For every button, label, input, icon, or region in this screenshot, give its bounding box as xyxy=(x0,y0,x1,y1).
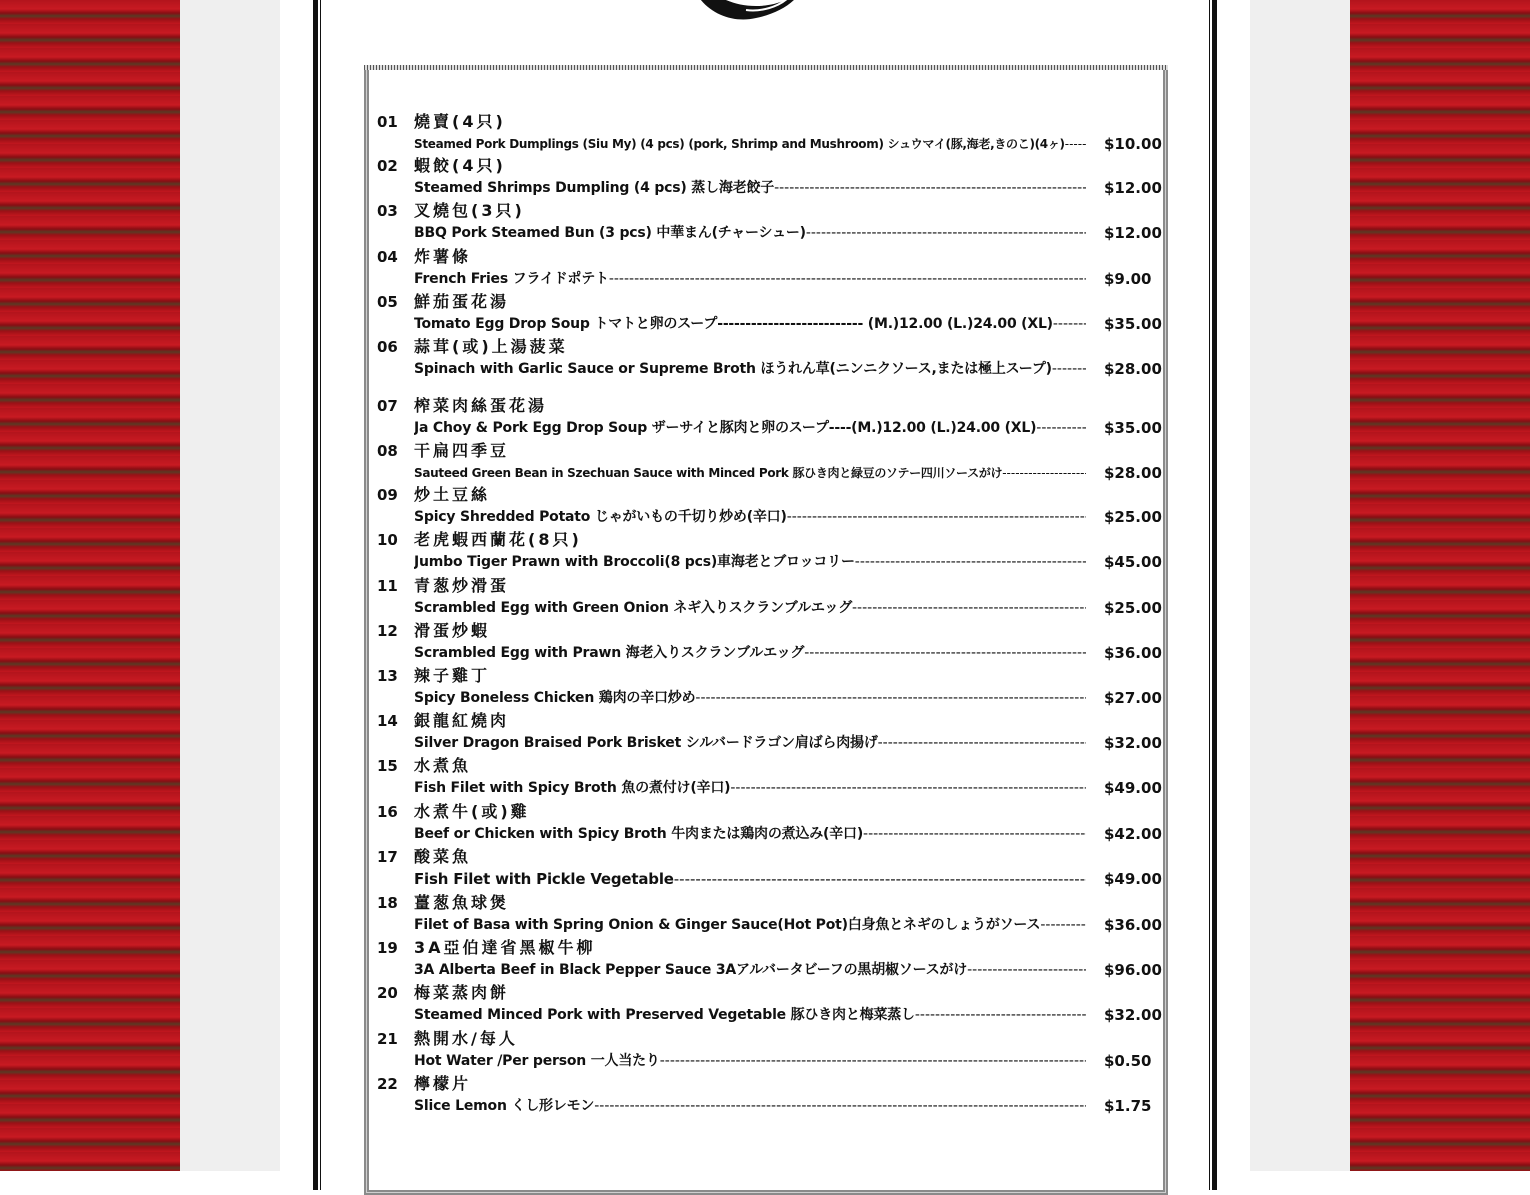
item-price: $1.75 xyxy=(1104,1097,1152,1115)
item-number: 18 xyxy=(377,894,398,912)
item-english-name: Fish Filet with Spicy Broth 魚の煮付け(辛口) ----- xyxy=(414,779,1086,797)
item-number: 21 xyxy=(377,1030,398,1048)
item-price: $10.00 xyxy=(1104,135,1162,153)
item-price: $42.00 xyxy=(1104,825,1162,843)
item-english-name: Filet of Basa with Spring Onion & Ginger Sauce(Hot Pot)白身魚とネギのしょうがソース ----- xyxy=(414,916,1086,934)
item-chinese-name: 水煮牛(或)雞 xyxy=(414,802,530,821)
item-chinese-name: 辣子雞丁 xyxy=(414,666,491,685)
menu-item xyxy=(0,576,1530,622)
item-chinese-name: 檸檬片 xyxy=(414,1074,472,1093)
item-price: $25.00 xyxy=(1104,508,1162,526)
item-chinese-name: 干扁四季豆 xyxy=(414,441,510,460)
item-number: 06 xyxy=(377,338,398,356)
item-number: 05 xyxy=(377,293,398,311)
item-english-name: Hot Water /Per person 一人当たり ----- xyxy=(414,1052,1086,1070)
item-price: $12.00 xyxy=(1104,224,1162,242)
item-price: $35.00 xyxy=(1104,315,1162,333)
item-number: 04 xyxy=(377,248,398,266)
item-number: 19 xyxy=(377,939,398,957)
item-price: $35.00 xyxy=(1104,419,1162,437)
item-number: 14 xyxy=(377,712,398,730)
item-chinese-name: 梅菜蒸肉餅 xyxy=(414,983,510,1002)
item-chinese-name: 燒賣(4只) xyxy=(414,112,506,131)
menu-item xyxy=(0,938,1530,984)
item-price: $49.00 xyxy=(1104,779,1162,797)
item-price: $25.00 xyxy=(1104,599,1162,617)
menu-item xyxy=(0,711,1530,757)
item-number: 15 xyxy=(377,757,398,775)
item-english-name: French Fries フライドポテト ----- xyxy=(414,270,1086,288)
item-price: $28.00 xyxy=(1104,360,1162,378)
item-chinese-name: 炸薯條 xyxy=(414,247,472,266)
item-chinese-name: 青葱炒滑蛋 xyxy=(414,576,510,595)
item-english-name: Silver Dragon Braised Pork Brisket シルバードラゴン肩ばら肉揚げ ----- xyxy=(414,734,1086,752)
item-english-name: Scrambled Egg with Green Onion ネギ入りスクランブルエッグ ----- xyxy=(414,599,1086,617)
item-chinese-name: 蒜茸(或)上湯菠菜 xyxy=(414,337,568,356)
menu-item xyxy=(0,441,1530,487)
menu-item xyxy=(0,621,1530,667)
menu-item xyxy=(0,396,1530,442)
menu-item xyxy=(0,156,1530,202)
menu-item xyxy=(0,756,1530,802)
menu-item xyxy=(0,485,1530,531)
item-english-name: Slice Lemon くし形レモン ----- xyxy=(414,1097,1086,1115)
item-number: 13 xyxy=(377,667,398,685)
menu-item xyxy=(0,530,1530,576)
item-price: $28.00 xyxy=(1104,464,1162,482)
item-price: $45.00 xyxy=(1104,553,1162,571)
item-number: 08 xyxy=(377,442,398,460)
item-chinese-name: 老虎蝦西蘭花(8只) xyxy=(414,530,582,549)
item-english-name: Spicy Boneless Chicken 鶏肉の辛口炒め ----- xyxy=(414,689,1086,707)
item-chinese-name: 滑蛋炒蝦 xyxy=(414,621,491,640)
item-price: $32.00 xyxy=(1104,1006,1162,1024)
item-chinese-name: 熱開水/每人 xyxy=(414,1029,518,1048)
item-number: 11 xyxy=(377,577,398,595)
item-english-name: Ja Choy & Pork Egg Drop Soup ザーサイと豚肉と卵のスープ----(M.)12.00 (L.)24.00 (XL) ----- xyxy=(414,419,1086,437)
menu-item xyxy=(0,893,1530,939)
item-english-name: Steamed Minced Pork with Preserved Vegetable 豚ひき肉と梅菜蒸し ----- xyxy=(414,1006,1086,1024)
item-price: $36.00 xyxy=(1104,644,1162,662)
item-english-name: Sauteed Green Bean in Szechuan Sauce with Minced Pork 豚ひき肉と緑豆のソテー四川ソースがけ ----- xyxy=(414,464,1086,482)
item-price: $49.00 xyxy=(1104,870,1162,888)
item-english-name: Spicy Shredded Potato じゃがいもの千切り炒め(辛口) ----- xyxy=(414,508,1086,526)
item-english-name: Steamed Shrimps Dumpling (4 pcs) 蒸し海老餃子 ----- xyxy=(414,179,1086,197)
item-english-name: Steamed Pork Dumplings (Siu My) (4 pcs) (pork, Shrimp and Mushroom) シュウマイ(豚,海老,きのこ)(4ヶ) ----- xyxy=(414,135,1086,153)
item-chinese-name: 鮮茄蛋花湯 xyxy=(414,292,510,311)
item-number: 02 xyxy=(377,157,398,175)
item-price: $9.00 xyxy=(1104,270,1152,288)
item-number: 16 xyxy=(377,803,398,821)
item-number: 01 xyxy=(377,113,398,131)
item-chinese-name: 炒土豆絲 xyxy=(414,485,491,504)
item-chinese-name: 叉燒包(3只) xyxy=(414,201,525,220)
item-english-name: Tomato Egg Drop Soup トマトと卵のスープ-------------------------- (M.)12.00 (L.)24.00 (XL) ----- xyxy=(414,315,1086,333)
menu-item xyxy=(0,337,1530,383)
item-english-name: Jumbo Tiger Prawn with Broccoli(8 pcs)車海老とブロッコリー ----- xyxy=(414,553,1086,571)
menu-item xyxy=(0,983,1530,1029)
menu-item xyxy=(0,201,1530,247)
item-number: 09 xyxy=(377,486,398,504)
item-price: $12.00 xyxy=(1104,179,1162,197)
item-number: 03 xyxy=(377,202,398,220)
menu-item xyxy=(0,847,1530,893)
menu-item xyxy=(0,802,1530,848)
item-price: $96.00 xyxy=(1104,961,1162,979)
item-price: $32.00 xyxy=(1104,734,1162,752)
item-price: $0.50 xyxy=(1104,1052,1152,1070)
item-number: 12 xyxy=(377,622,398,640)
item-english-name: 3A Alberta Beef in Black Pepper Sauce 3Aアルバータビーフの黒胡椒ソースがけ ----- xyxy=(414,961,1086,979)
item-chinese-name: 榨菜肉絲蛋花湯 xyxy=(414,396,548,415)
item-number: 10 xyxy=(377,531,398,549)
menu-item xyxy=(0,1074,1530,1120)
item-english-name: Beef or Chicken with Spicy Broth 牛肉または鶏肉の煮込み(辛口) ----- xyxy=(414,825,1086,843)
item-number: 22 xyxy=(377,1075,398,1093)
item-chinese-name: 水煮魚 xyxy=(414,756,472,775)
item-number: 17 xyxy=(377,848,398,866)
item-english-name: Fish Filet with Pickle Vegetable ----- xyxy=(414,870,1086,888)
menu-item xyxy=(0,1029,1530,1075)
item-number: 20 xyxy=(377,984,398,1002)
item-english-name: BBQ Pork Steamed Bun (3 pcs) 中華まん(チャーシュー) ----- xyxy=(414,224,1086,242)
item-english-name: Spinach with Garlic Sauce or Supreme Broth ほうれん草(ニンニクソース,または極上スープ) ----- xyxy=(414,360,1086,378)
item-english-name: Scrambled Egg with Prawn 海老入りスクランブルエッグ ----- xyxy=(414,644,1086,662)
menu-item xyxy=(0,666,1530,712)
menu-item xyxy=(0,292,1530,338)
menu-item xyxy=(0,247,1530,293)
item-price: $27.00 xyxy=(1104,689,1162,707)
menu-item xyxy=(0,112,1530,158)
item-chinese-name: 蝦餃(4只) xyxy=(414,156,506,175)
item-price: $36.00 xyxy=(1104,916,1162,934)
dragon-logo-icon xyxy=(686,0,806,24)
item-chinese-name: 銀龍紅燒肉 xyxy=(414,711,510,730)
item-number: 07 xyxy=(377,397,398,415)
item-chinese-name: 薑葱魚球煲 xyxy=(414,893,510,912)
item-chinese-name: 酸菜魚 xyxy=(414,847,472,866)
item-chinese-name: 3A亞伯達省黑椒牛柳 xyxy=(414,938,596,957)
